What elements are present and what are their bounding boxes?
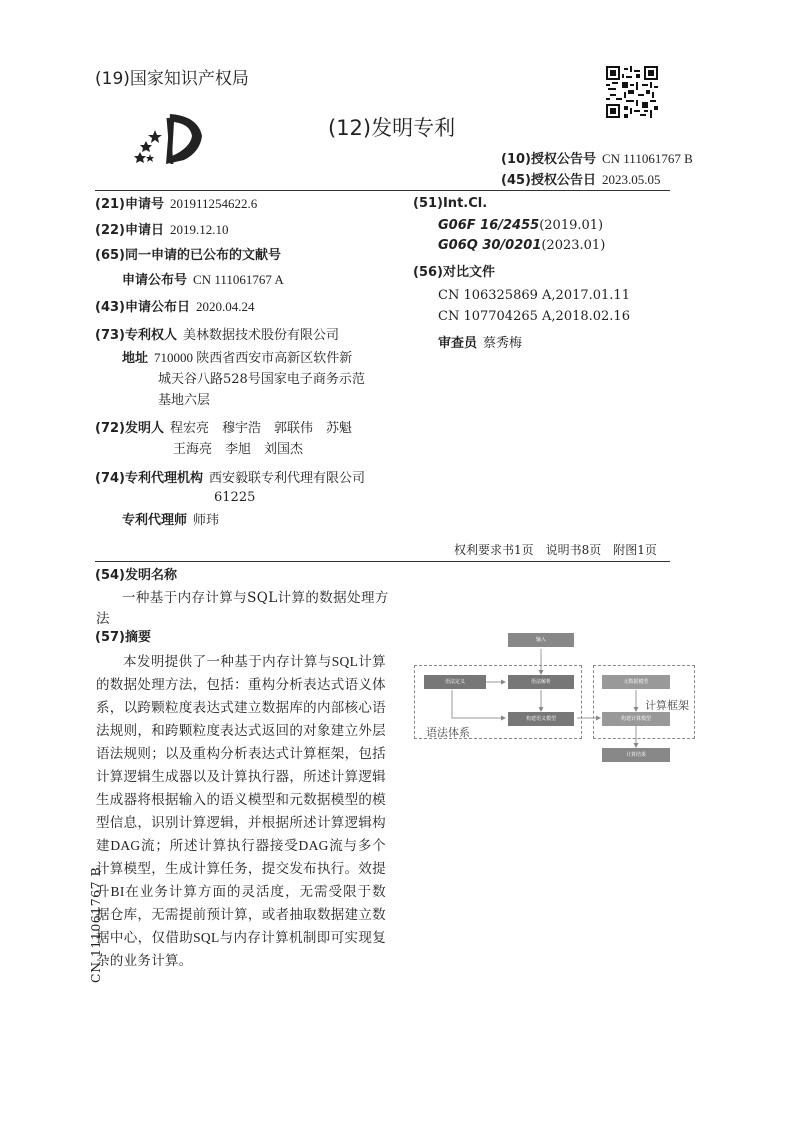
- inventors-line-1: 程宏亮 穆宇浩 郭联伟 苏魁: [169, 420, 352, 435]
- publication-date: 2020.04.24: [195, 299, 255, 314]
- abstract-label: (57)摘要: [95, 630, 151, 645]
- result-node: 计算结果: [602, 748, 670, 762]
- page-counts: 权利要求书1页 说明书8页 附图1页: [454, 543, 657, 557]
- grant-date-row: [501, 172, 660, 189]
- metadata-model-node: 元数据模型: [602, 675, 670, 689]
- intcl-label: (51)Int.Cl.: [413, 196, 488, 211]
- grant-date-label: (45)授权公告日: [501, 173, 596, 188]
- abstract-text: 本发明提供了一种基于内存计算与SQL计算的数据处理方法，包括：重构分析表达式语义体系，以跨颗粒度表达式建立数据库的内部核心语法规则，和跨颗粒度表达式返回的对象建立外层语法规则；以及重构分析表达式计算框架，包括计算逻辑生成器以及计算执行器，所述计算逻辑生成器将根据输入的语义模型和元数据模型的模型信息，识别计算逻辑，并根据所述计算逻辑构建DAG流；所述计算执行器接受DAG流与多个计算模型，生成计算任务，提交发布执行。效提升BI在业务计算方面的灵活度，无需受限于数据仓库，无需提前预计算，或者抽取数据建立数据中心，仅借助SQL与内存计算机制即可实现复杂的业务计算。: [96, 654, 386, 968]
- grant-number-row: [501, 151, 693, 168]
- invention-title-line-2: 法: [96, 611, 110, 627]
- cited-document-2: CN 107704265 A,2018.02.16: [438, 309, 630, 324]
- prior-publication-row: [95, 248, 281, 264]
- cnipa-logo-icon: [128, 108, 208, 170]
- ipc-2-code: G06Q 30/0201: [438, 238, 542, 253]
- publication-number-row: [122, 272, 284, 289]
- grant-number-label: (10)授权公告号: [501, 152, 596, 167]
- syntax-definition-node: 语法定义: [424, 675, 486, 689]
- publication-number: CN 111061767 A: [193, 272, 284, 287]
- compute-model-node: 构建计算模型: [602, 712, 670, 726]
- address-line-1: 710000 陕西省西安市高新区软件新: [154, 350, 353, 365]
- ipc-2-row: [438, 238, 605, 254]
- syntax-system-label: 语法体系: [426, 726, 470, 739]
- document-type: (12)发明专利: [328, 116, 456, 140]
- agency-label: (74)专利代理机构: [95, 471, 203, 486]
- publication-date-label: (43)申请公布日: [95, 300, 190, 315]
- patentee: 美林数据技术股份有限公司: [182, 327, 339, 342]
- section-divider: [95, 561, 670, 562]
- agent-row: [122, 512, 219, 529]
- agency-row: [95, 470, 365, 487]
- header-divider: [95, 190, 670, 191]
- address-line-2: 城天谷八路528号国家电子商务示范: [158, 372, 365, 387]
- grant-number: CN 111061767 B: [601, 151, 693, 166]
- examiner-row: [438, 335, 522, 352]
- title-label: (54)发明名称: [95, 568, 177, 583]
- grant-date: 2023.05.05: [601, 172, 661, 187]
- cited-document-1: CN 106325869 A,2017.01.11: [438, 288, 630, 303]
- patentee-label: (73)专利权人: [95, 328, 177, 343]
- application-date-row: [95, 222, 228, 239]
- cited-row: [413, 265, 495, 281]
- input-node: 输入: [508, 633, 574, 647]
- inventors-label: (72)发明人: [95, 421, 164, 436]
- agency-line-1: 西安毅联专利代理有限公司: [208, 470, 365, 485]
- publication-number-label: 申请公布号: [122, 273, 188, 288]
- ipc-1-date: (2019.01): [539, 218, 604, 233]
- address-row: [122, 350, 352, 367]
- intcl-row: [413, 196, 487, 212]
- compute-framework-label: 计算框架: [645, 699, 689, 712]
- address-label: 地址: [122, 351, 149, 366]
- ipc-2-date: (2023.01): [541, 238, 606, 253]
- office-name: (19)国家知识产权局: [95, 69, 249, 89]
- inventors-line-2: 王海亮 李旭 刘国杰: [173, 442, 304, 457]
- agency-line-2: 61225: [214, 490, 256, 505]
- application-number-label: (21)申请号: [95, 197, 164, 212]
- application-date-label: (22)申请日: [95, 223, 164, 238]
- ipc-1-row: [438, 218, 603, 234]
- agent-label: 专利代理师: [122, 513, 188, 528]
- side-patent-number: CN 111061767 B: [88, 866, 103, 983]
- publication-date-row: [95, 299, 254, 316]
- inventors-row: [95, 420, 352, 437]
- abstract-figure: [412, 630, 702, 770]
- ipc-1-code: G06F 16/2455: [438, 218, 540, 233]
- semantic-model-node: 构建语义模型: [508, 712, 574, 726]
- application-date: 2019.12.10: [169, 222, 229, 237]
- prior-publication-label: (65)同一申请的已公布的文献号: [95, 248, 281, 263]
- syntax-parse-node: 语法解析: [508, 675, 574, 689]
- qr-code-icon: [606, 66, 658, 118]
- patentee-row: [95, 327, 339, 344]
- examiner: 蔡秀梅: [483, 335, 523, 350]
- address-line-3: 基地六层: [158, 393, 211, 408]
- application-number: 201911254622.6: [169, 196, 258, 211]
- application-number-row: [95, 196, 257, 213]
- agent: 师玮: [193, 512, 220, 527]
- examiner-label: 审查员: [438, 336, 478, 351]
- invention-title-line-1: 一种基于内存计算与SQL计算的数据处理方: [122, 590, 389, 606]
- cited-label: (56)对比文件: [413, 265, 495, 280]
